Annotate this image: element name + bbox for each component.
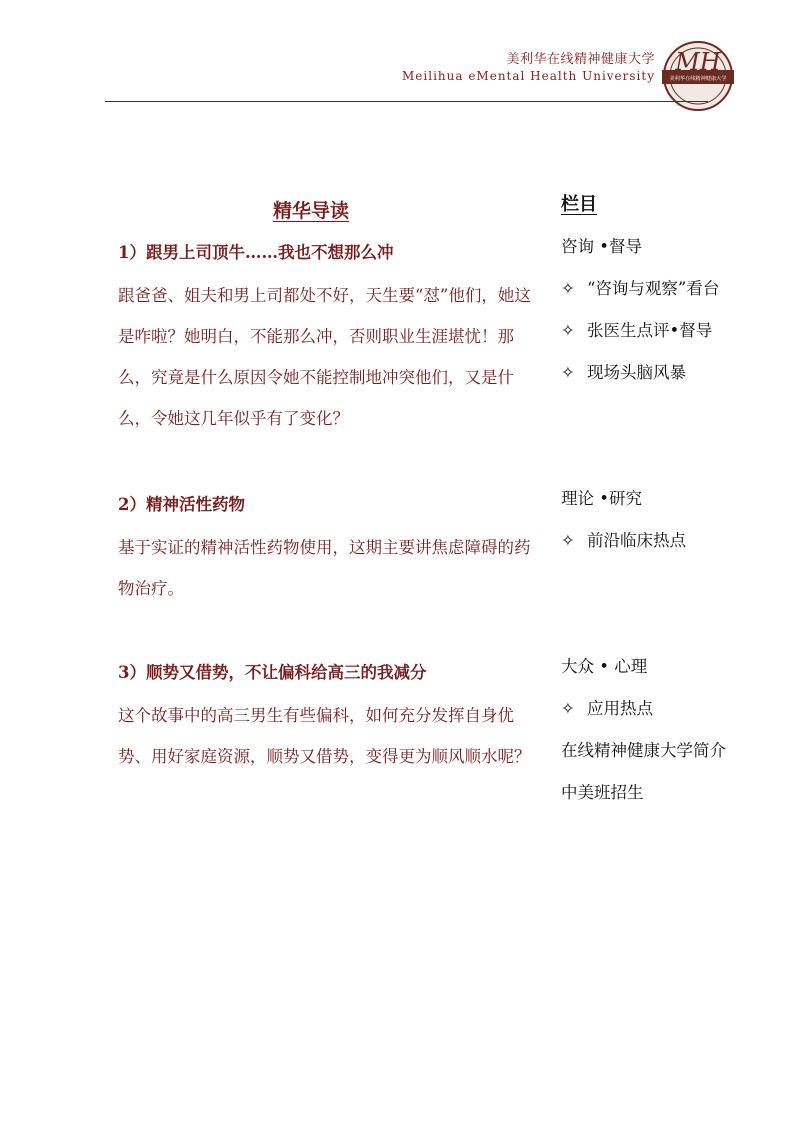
header-title-en: Meilihua eMental Health University <box>402 69 655 83</box>
logo-monogram: MH <box>675 48 721 76</box>
column-extra-intro: 在线精神健康大学简介 <box>561 741 726 760</box>
star-icon: ✧ <box>561 321 575 340</box>
column-item-label: “咨询与观察”看台 <box>587 279 720 298</box>
column-item-label: 应用热点 <box>587 699 653 718</box>
star-icon: ✧ <box>561 279 575 298</box>
column-item <box>561 527 686 551</box>
header-title-cn: 美利华在线精神健康大学 <box>506 52 655 67</box>
columns-title: 栏目 <box>561 194 597 215</box>
article-2-body: 基于实证的精神活性药物使用，这期主要讲焦虑障碍的药物治疗。 <box>118 538 531 598</box>
column-group-theory: 理论 •研究 <box>561 489 642 508</box>
column-item <box>561 359 686 383</box>
column-group-public: 大众 • 心理 <box>561 657 648 676</box>
column-item-label: 前沿临床热点 <box>587 531 686 550</box>
column-group-consult: 咨询 •督导 <box>561 237 642 256</box>
column-item-label: 张医生点评•督导 <box>587 321 713 340</box>
article-1-body: 跟爸爸、姐夫和男上司都处不好，天生要“怼”他们，她这是咋啦？她明白，不能那么冲，否则职业生涯堪忧！那么，究竟是什么原因令她不能控制地冲突他们，又是什么，令她这几年似乎有了变化？ <box>118 286 531 428</box>
article-2-heading: 2）精神活性药物 <box>118 495 245 514</box>
star-icon: ✧ <box>561 363 575 382</box>
guide-title: 精华导读 <box>273 200 350 222</box>
column-item <box>561 317 712 341</box>
column-item <box>561 275 719 299</box>
header-divider <box>105 101 708 102</box>
article-1-heading: 1）跟男上司顶牛……我也不想那么冲 <box>118 243 394 262</box>
column-item-label: 现场头脑风暴 <box>587 363 686 382</box>
column-extra-enroll: 中美班招生 <box>561 783 644 802</box>
column-item <box>561 695 653 719</box>
article-3-heading: 3）顺势又借势，不让偏科给高三的我减分 <box>118 663 427 682</box>
star-icon: ✧ <box>561 699 575 718</box>
article-3-body: 这个故事中的高三男生有些偏科，如何充分发挥自身优势、用好家庭资源，顺势又借势，变得更为顺风顺水呢？ <box>118 706 531 766</box>
star-icon: ✧ <box>561 531 575 550</box>
logo-ribbon-text: 美利华在线精神健康大学 <box>669 76 727 82</box>
